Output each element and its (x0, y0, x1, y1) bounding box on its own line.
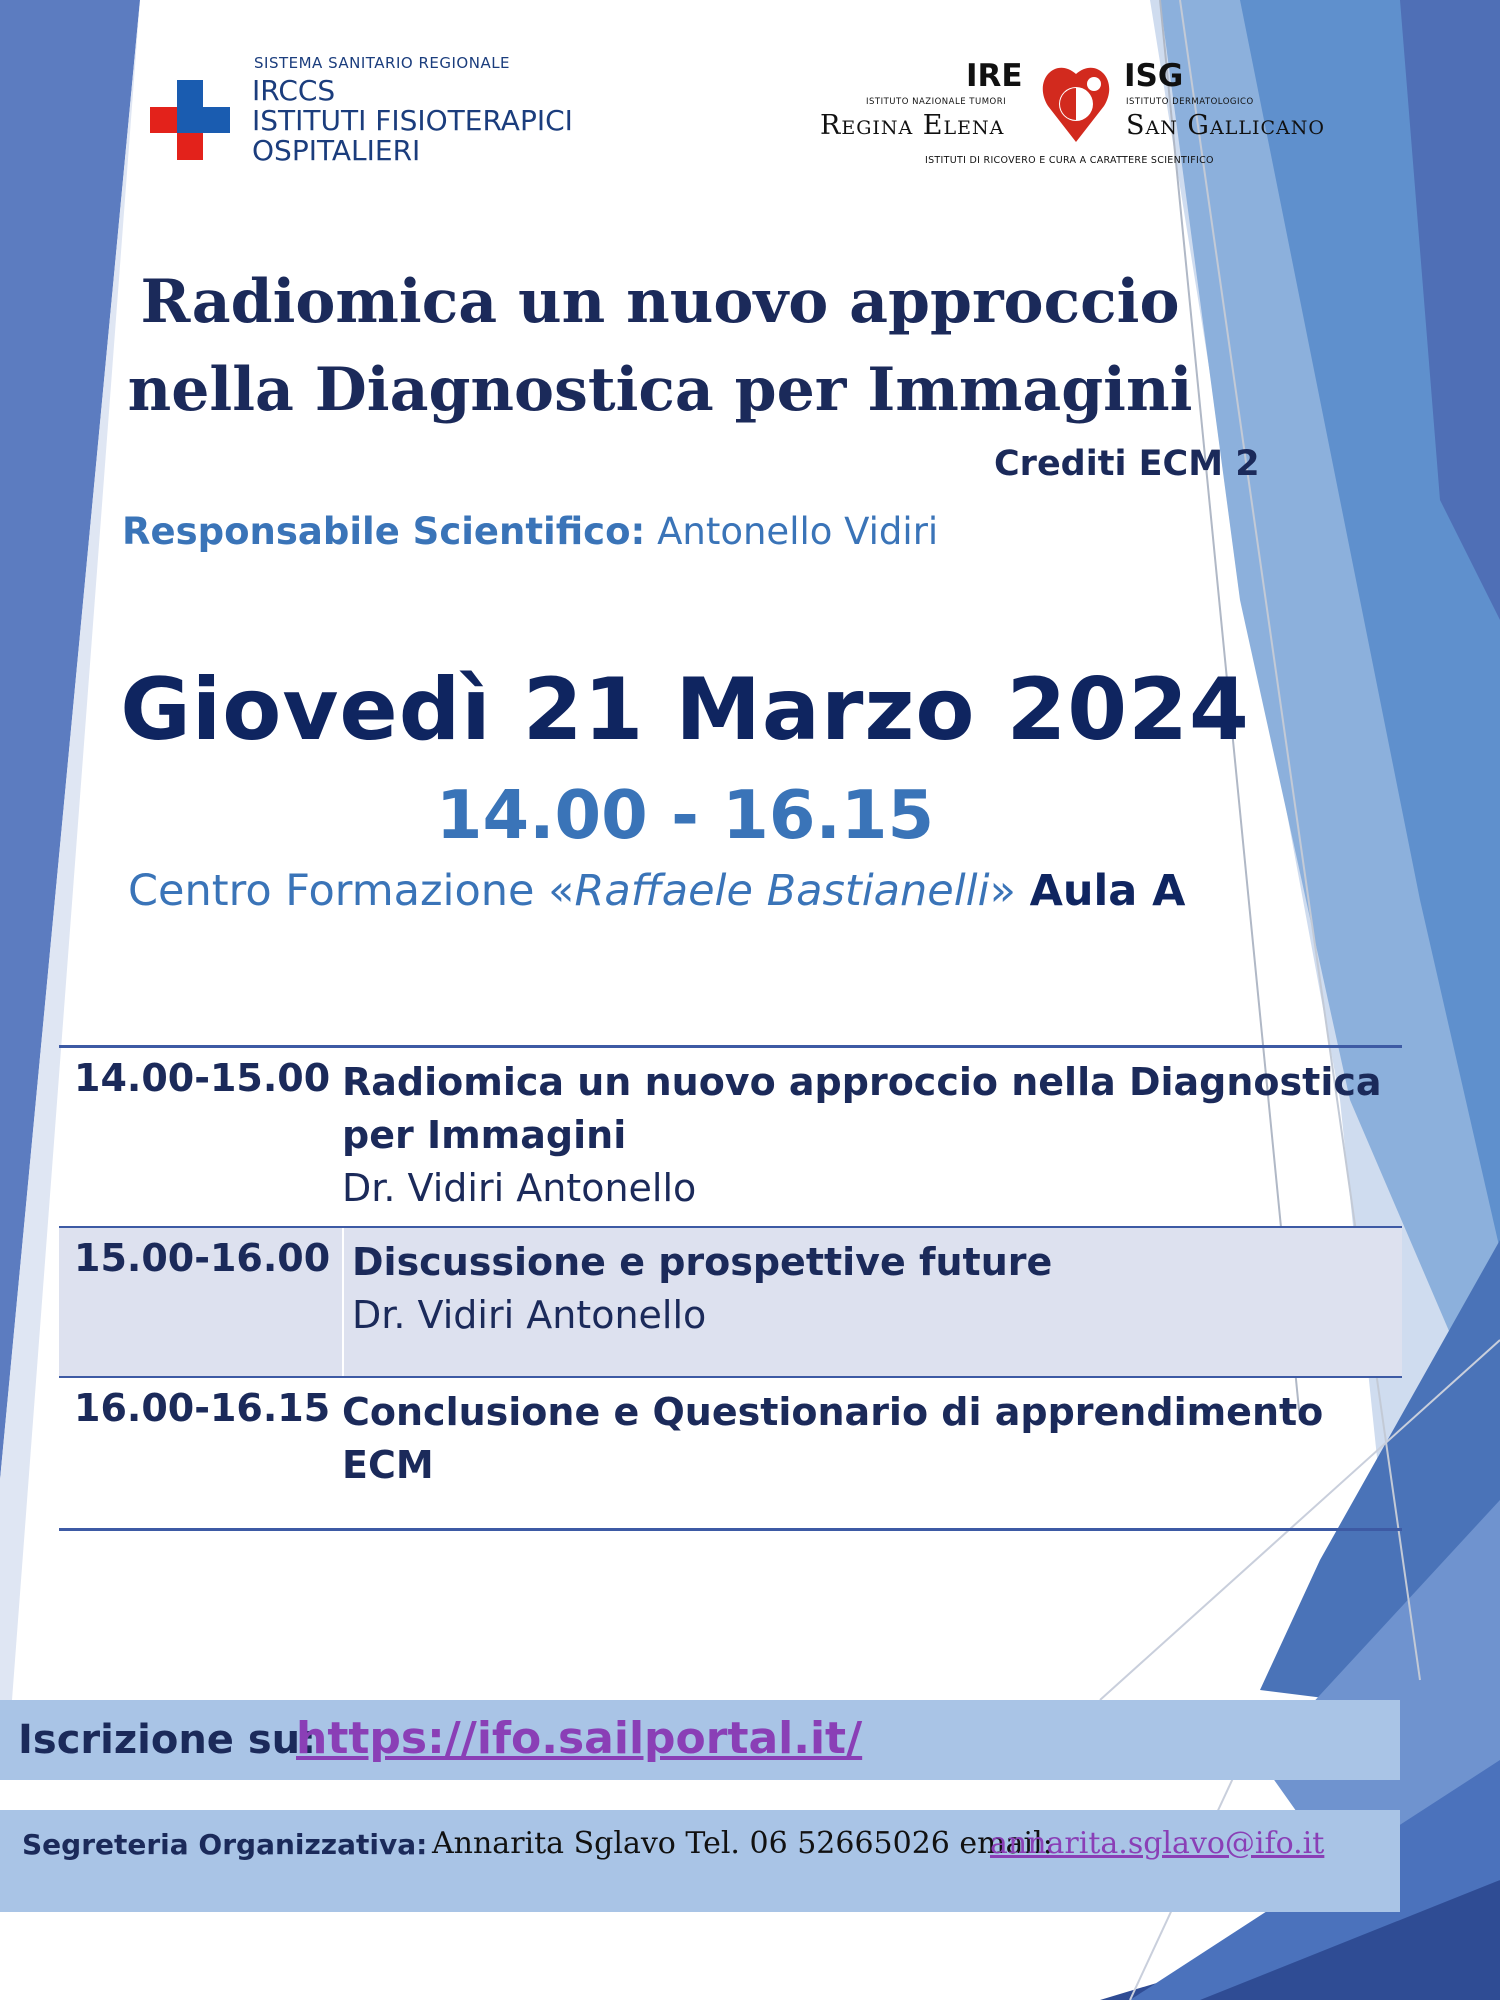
ire-abbr: IRE (966, 58, 1023, 94)
program-title: Discussione e prospettive future (352, 1240, 1053, 1284)
event-title-line-1: Radiomica un nuovo approccio (140, 267, 1180, 337)
secretariat-contact: Annarita Sglavo Tel. 06 52665026 email: (432, 1826, 1053, 1861)
ire-name: Regina Elena (820, 110, 1005, 141)
registration-link[interactable]: https://ifo.sailportal.it/ (296, 1713, 863, 1764)
event-title (80, 258, 1240, 434)
registration-label: Iscrizione su: (18, 1717, 317, 1763)
secretariat-label: Segreteria Organizzativa: (22, 1828, 428, 1861)
program-time: 16.00-16.15 (74, 1386, 331, 1430)
program-row (59, 1378, 1402, 1528)
program-row (59, 1228, 1402, 1378)
ifo-line-3: OSPITALIERI (252, 134, 421, 167)
isg-abbr: ISG (1124, 58, 1184, 94)
program-title: Conclusione e Questionario di apprendimento ECM (342, 1390, 1324, 1487)
ifo-name (252, 76, 573, 166)
ifo-cross-logo (150, 80, 230, 160)
secretariat-email-link[interactable]: annarita.sglavo@ifo.it (990, 1826, 1325, 1861)
event-title-line-2: nella Diagnostica per Immagini (127, 355, 1193, 425)
ifo-line-2: ISTITUTI FISIOTERAPICI (252, 104, 573, 137)
institutes-tagline: ISTITUTI DI RICOVERO E CURA A CARATTERE SCIENTIFICO (925, 155, 1214, 166)
scientific-responsible (122, 510, 938, 553)
venue-prefix: Centro Formazione « (128, 866, 575, 916)
program-speaker: Dr. Vidiri Antonello (342, 1166, 697, 1210)
program-time: 14.00-15.00 (74, 1056, 331, 1100)
isg-subtitle: ISTITUTO DERMATOLOGICO (1126, 97, 1254, 107)
program-detail (342, 1378, 1402, 1528)
ire-subtitle: ISTITUTO NAZIONALE TUMORI (866, 97, 1007, 107)
program-detail (342, 1228, 1402, 1376)
venue-room: Aula A (1029, 866, 1186, 916)
event-date: Giovedì 21 Marzo 2024 (120, 660, 1250, 760)
isg-name: San Gallicano (1126, 110, 1325, 141)
program-row (59, 1048, 1402, 1228)
program-speaker: Dr. Vidiri Antonello (352, 1293, 707, 1337)
ire-isg-emblem-icon (1036, 62, 1116, 144)
ecm-credits: Crediti ECM 2 (994, 444, 1260, 484)
program-table (59, 1045, 1402, 1531)
event-time: 14.00 - 16.15 (435, 776, 935, 854)
event-venue (128, 866, 1185, 916)
venue-suffix: » (989, 866, 1016, 916)
program-detail (342, 1048, 1402, 1226)
program-time: 15.00-16.00 (74, 1236, 331, 1280)
responsible-name: Antonello Vidiri (657, 510, 939, 553)
responsible-label: Responsabile Scientifico: (122, 510, 646, 553)
program-title: Radiomica un nuovo approccio nella Diagnostica per Immagini (342, 1060, 1382, 1157)
ifo-subtitle: SISTEMA SANITARIO REGIONALE (254, 54, 511, 72)
venue-name: Raffaele Bastianelli (574, 866, 990, 916)
ifo-line-1: IRCCS (252, 74, 336, 107)
